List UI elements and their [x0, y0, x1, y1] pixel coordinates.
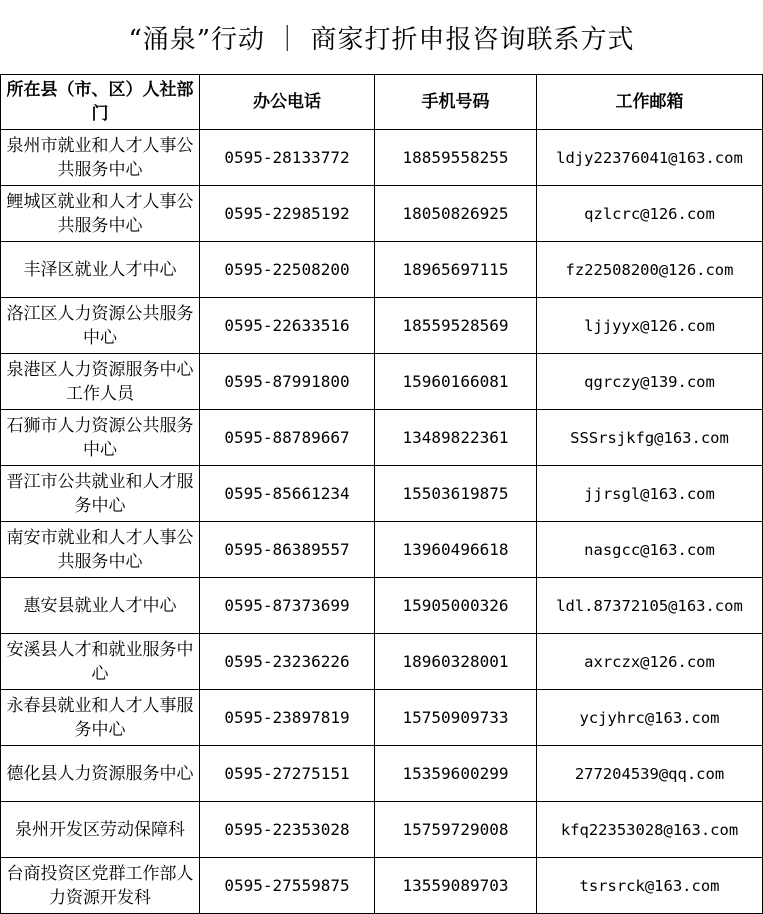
mobile-cell: 15905000326	[375, 578, 537, 634]
department-cell: 惠安县就业人才中心	[1, 578, 200, 634]
office-phone-cell: 0595-86389557	[200, 522, 375, 578]
email-cell: 277204539@qq.com	[537, 746, 763, 802]
mobile-cell: 13489822361	[375, 410, 537, 466]
table-row	[1, 578, 763, 634]
email-cell: nasgcc@163.com	[537, 522, 763, 578]
page-title: “涌泉”行动 ｜ 商家打折申报咨询联系方式	[128, 24, 635, 55]
mobile-cell: 15359600299	[375, 746, 537, 802]
contact-table	[0, 74, 763, 914]
office-phone-cell: 0595-22508200	[200, 242, 375, 298]
email-cell: axrczx@126.com	[537, 634, 763, 690]
office-phone-cell: 0595-85661234	[200, 466, 375, 522]
mobile-cell: 15503619875	[375, 466, 537, 522]
table-row	[1, 746, 763, 802]
header-department: 所在县（市、区）人社部门	[1, 75, 200, 130]
office-phone-cell: 0595-87373699	[200, 578, 375, 634]
email-cell: tsrsrck@163.com	[537, 858, 763, 914]
table-row	[1, 802, 763, 858]
table-row	[1, 298, 763, 354]
mobile-cell: 13960496618	[375, 522, 537, 578]
office-phone-cell: 0595-28133772	[200, 130, 375, 186]
header-office-phone: 办公电话	[200, 75, 375, 130]
table-row	[1, 634, 763, 690]
email-cell: ldjy22376041@163.com	[537, 130, 763, 186]
table-row	[1, 466, 763, 522]
table-row	[1, 522, 763, 578]
table-body	[1, 130, 763, 914]
department-cell: 永春县就业和人才人事服务中心	[1, 690, 200, 746]
department-cell: 丰泽区就业人才中心	[1, 242, 200, 298]
department-cell: 泉州市就业和人才人事公共服务中心	[1, 130, 200, 186]
office-phone-cell: 0595-27275151	[200, 746, 375, 802]
department-cell: 泉港区人力资源服务中心工作人员	[1, 354, 200, 410]
mobile-cell: 18859558255	[375, 130, 537, 186]
mobile-cell: 18050826925	[375, 186, 537, 242]
department-cell: 台商投资区党群工作部人力资源开发科	[1, 858, 200, 914]
header-email: 工作邮箱	[537, 75, 763, 130]
mobile-cell: 18960328001	[375, 634, 537, 690]
table-row	[1, 410, 763, 466]
office-phone-cell: 0595-23236226	[200, 634, 375, 690]
email-cell: ycjyhrc@163.com	[537, 690, 763, 746]
office-phone-cell: 0595-22633516	[200, 298, 375, 354]
department-cell: 泉州开发区劳动保障科	[1, 802, 200, 858]
office-phone-cell: 0595-88789667	[200, 410, 375, 466]
mobile-cell: 15759729008	[375, 802, 537, 858]
table-row	[1, 690, 763, 746]
email-cell: jjrsgl@163.com	[537, 466, 763, 522]
department-cell: 德化县人力资源服务中心	[1, 746, 200, 802]
mobile-cell: 13559089703	[375, 858, 537, 914]
email-cell: fz22508200@126.com	[537, 242, 763, 298]
department-cell: 石狮市人力资源公共服务中心	[1, 410, 200, 466]
mobile-cell: 15960166081	[375, 354, 537, 410]
mobile-cell: 18559528569	[375, 298, 537, 354]
mobile-cell: 18965697115	[375, 242, 537, 298]
table-row	[1, 354, 763, 410]
department-cell: 洛江区人力资源公共服务中心	[1, 298, 200, 354]
email-cell: qgrczy@139.com	[537, 354, 763, 410]
email-cell: SSSrsjkfg@163.com	[537, 410, 763, 466]
email-cell: ljjyyx@126.com	[537, 298, 763, 354]
office-phone-cell: 0595-22353028	[200, 802, 375, 858]
table-row	[1, 186, 763, 242]
department-cell: 南安市就业和人才人事公共服务中心	[1, 522, 200, 578]
table-header-row	[1, 75, 763, 130]
office-phone-cell: 0595-87991800	[200, 354, 375, 410]
header-mobile: 手机号码	[375, 75, 537, 130]
office-phone-cell: 0595-27559875	[200, 858, 375, 914]
table-row	[1, 130, 763, 186]
department-cell: 晋江市公共就业和人才服务中心	[1, 466, 200, 522]
office-phone-cell: 0595-22985192	[200, 186, 375, 242]
mobile-cell: 15750909733	[375, 690, 537, 746]
email-cell: ldl.87372105@163.com	[537, 578, 763, 634]
department-cell: 鲤城区就业和人才人事公共服务中心	[1, 186, 200, 242]
email-cell: kfq22353028@163.com	[537, 802, 763, 858]
department-cell: 安溪县人才和就业服务中心	[1, 634, 200, 690]
table-row	[1, 858, 763, 914]
email-cell: qzlcrc@126.com	[537, 186, 763, 242]
table-row	[1, 242, 763, 298]
office-phone-cell: 0595-23897819	[200, 690, 375, 746]
